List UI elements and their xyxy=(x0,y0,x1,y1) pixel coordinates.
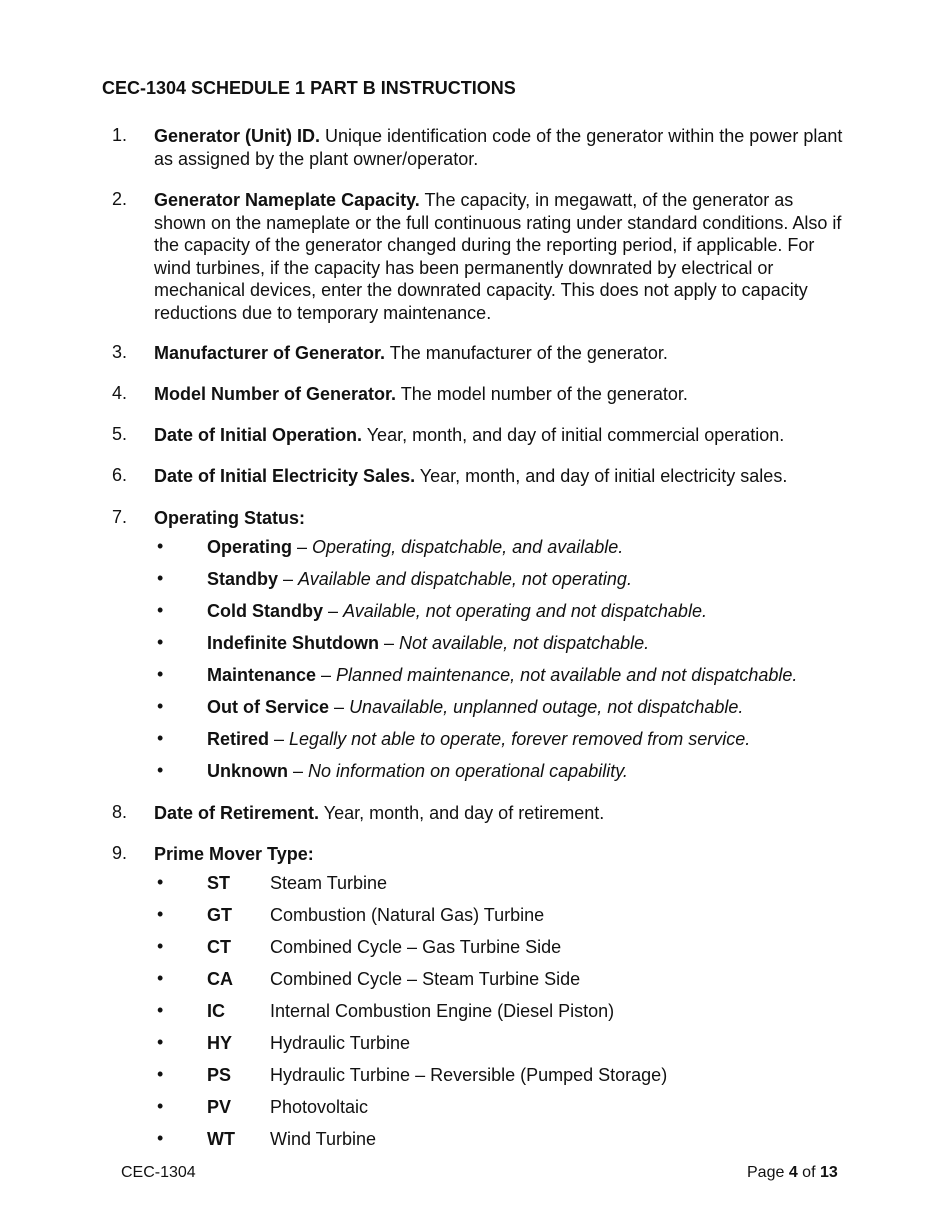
item-body xyxy=(154,383,844,406)
dash: – xyxy=(292,537,313,557)
list-item xyxy=(0,969,950,995)
item-number: 8. xyxy=(112,802,128,822)
status-name: Retired xyxy=(207,729,270,749)
list-item xyxy=(0,905,950,931)
mover-code: PV xyxy=(207,1097,232,1117)
bullet-icon: • xyxy=(157,904,164,924)
status-name: Indefinite Shutdown xyxy=(207,633,379,653)
bullet-icon: • xyxy=(157,632,164,652)
status-term xyxy=(207,569,632,590)
bullet-icon: • xyxy=(157,1064,164,1084)
item-text: Year, month, and day of initial electricity sales. xyxy=(415,466,788,486)
page-current: 4 xyxy=(788,1164,798,1181)
mover-code: GT xyxy=(207,905,232,925)
mover-code: CT xyxy=(207,937,231,957)
mover-desc: Photovoltaic xyxy=(270,1097,369,1117)
status-name: Unknown xyxy=(207,761,288,781)
item-number: 9. xyxy=(112,843,128,863)
item-text: The model number of the generator. xyxy=(396,384,688,404)
mover-code: IC xyxy=(207,1001,225,1021)
status-name: Operating xyxy=(207,537,293,557)
item-text: Unique identification code of the generator within the power plant as assigned by the plant owner/operator. xyxy=(154,126,843,169)
bullet-icon: • xyxy=(157,1128,164,1148)
status-term xyxy=(207,633,649,654)
bullet-icon: • xyxy=(157,600,164,620)
list-item xyxy=(0,569,950,595)
bullet-icon: • xyxy=(157,728,164,748)
page-label: Page xyxy=(747,1164,789,1181)
list-item xyxy=(0,873,950,899)
dash: – xyxy=(278,569,299,589)
status-desc: Not available, not dispatchable. xyxy=(399,633,650,653)
status-desc: Planned maintenance, not available and not dispatchable. xyxy=(336,665,798,685)
list-item xyxy=(0,1033,950,1059)
mover-code: CA xyxy=(207,969,233,989)
status-desc: Available, not operating and not dispatchable. xyxy=(343,601,707,621)
list-item xyxy=(0,1097,950,1123)
status-desc: No information on operational capability. xyxy=(308,761,628,781)
status-desc: Legally not able to operate, forever removed from service. xyxy=(289,729,751,749)
item-term: Date of Initial Electricity Sales. xyxy=(154,466,416,486)
mover-desc: Combined Cycle – Gas Turbine Side xyxy=(270,937,562,957)
bullet-icon: • xyxy=(157,536,164,556)
item-body xyxy=(154,465,874,488)
list-item xyxy=(0,665,950,691)
list-item xyxy=(0,1001,950,1027)
dash: – xyxy=(288,761,309,781)
item-body xyxy=(154,507,844,530)
bullet-icon: • xyxy=(157,1000,164,1020)
status-term xyxy=(207,537,623,558)
status-term xyxy=(207,601,707,622)
list-item xyxy=(0,729,950,755)
dash: – xyxy=(269,729,290,749)
bullet-icon: • xyxy=(157,1096,164,1116)
mover-desc: Wind Turbine xyxy=(270,1129,377,1149)
bullet-icon: • xyxy=(157,1032,164,1052)
item-text: The capacity, in megawatt, of the generator as shown on the nameplate or the full continuous rating under standard conditions. Also if the capacity of the generator changed during the reporting period, if applicable. For wind turbines, if the capacity has been permanently downrated by electrical or mechanical devices, enter the downrated capacity. This does not apply to capacity reductions due to temporary maintenance. xyxy=(154,190,842,323)
bullet-icon: • xyxy=(157,664,164,684)
status-name: Maintenance xyxy=(207,665,317,685)
item-term: Prime Mover Type: xyxy=(154,844,314,864)
bullet-icon: • xyxy=(157,760,164,780)
status-name: Standby xyxy=(207,569,279,589)
item-text: Year, month, and day of retirement. xyxy=(319,803,605,823)
status-desc: Available and dispatchable, not operating. xyxy=(298,569,632,589)
list-item xyxy=(0,761,950,787)
status-term xyxy=(207,697,743,718)
item-number: 3. xyxy=(112,342,128,362)
status-name: Out of Service xyxy=(207,697,330,717)
bullet-icon: • xyxy=(157,968,164,988)
list-item xyxy=(0,937,950,963)
item-term: Manufacturer of Generator. xyxy=(154,343,386,363)
mover-code: PS xyxy=(207,1065,232,1085)
item-body xyxy=(154,342,844,365)
item-term: Date of Initial Operation. xyxy=(154,425,363,445)
dash: – xyxy=(316,665,337,685)
item-number: 1. xyxy=(112,125,128,145)
list-item xyxy=(0,633,950,659)
status-name: Cold Standby xyxy=(207,601,323,621)
item-number: 6. xyxy=(112,465,128,485)
item-number: 5. xyxy=(112,424,128,444)
item-text: Year, month, and day of initial commercial operation. xyxy=(362,425,785,445)
mover-desc: Hydraulic Turbine xyxy=(270,1033,411,1053)
item-body xyxy=(154,424,844,447)
bullet-icon: • xyxy=(157,936,164,956)
page-total: 13 xyxy=(819,1164,838,1181)
item-number: 4. xyxy=(112,383,128,403)
page-title: CEC-1304 SCHEDULE 1 PART B INSTRUCTIONS xyxy=(102,78,516,98)
item-body xyxy=(154,189,844,324)
status-term xyxy=(207,761,628,782)
bullet-icon: • xyxy=(157,568,164,588)
list-item xyxy=(0,1065,950,1091)
status-desc: Operating, dispatchable, and available. xyxy=(312,537,624,557)
mover-desc: Combustion (Natural Gas) Turbine xyxy=(270,905,545,925)
item-body xyxy=(154,843,844,866)
status-term xyxy=(207,665,797,686)
item-text: The manufacturer of the generator. xyxy=(385,343,668,363)
mover-code: HY xyxy=(207,1033,233,1053)
dash: – xyxy=(378,633,399,653)
list-item xyxy=(0,601,950,627)
bullet-icon: • xyxy=(157,696,164,716)
footer-page-number xyxy=(747,1164,838,1182)
bullet-icon: • xyxy=(157,872,164,892)
dash: – xyxy=(323,601,344,621)
dash: – xyxy=(329,697,350,717)
item-term: Operating Status: xyxy=(154,508,306,528)
mover-code: ST xyxy=(207,873,231,893)
list-item xyxy=(0,697,950,723)
list-item xyxy=(0,1129,950,1155)
item-term: Generator (Unit) ID. xyxy=(154,126,321,146)
item-number: 7. xyxy=(112,507,128,527)
mover-code: WT xyxy=(207,1129,235,1149)
item-term: Model Number of Generator. xyxy=(154,384,397,404)
status-term xyxy=(207,729,750,750)
mover-desc: Hydraulic Turbine – Reversible (Pumped Storage) xyxy=(270,1065,668,1085)
status-desc: Unavailable, unplanned outage, not dispatchable. xyxy=(349,697,744,717)
item-body xyxy=(154,125,844,170)
mover-desc: Steam Turbine xyxy=(270,873,388,893)
list-item xyxy=(0,537,950,563)
footer-form-id: CEC-1304 xyxy=(121,1164,196,1181)
item-number: 2. xyxy=(112,189,128,209)
item-term: Date of Retirement. xyxy=(154,803,320,823)
mover-desc: Internal Combustion Engine (Diesel Piston) xyxy=(270,1001,615,1021)
item-term: Generator Nameplate Capacity. xyxy=(154,190,420,210)
page-of-label: of xyxy=(797,1164,820,1181)
mover-desc: Combined Cycle – Steam Turbine Side xyxy=(270,969,581,989)
item-body xyxy=(154,802,844,825)
